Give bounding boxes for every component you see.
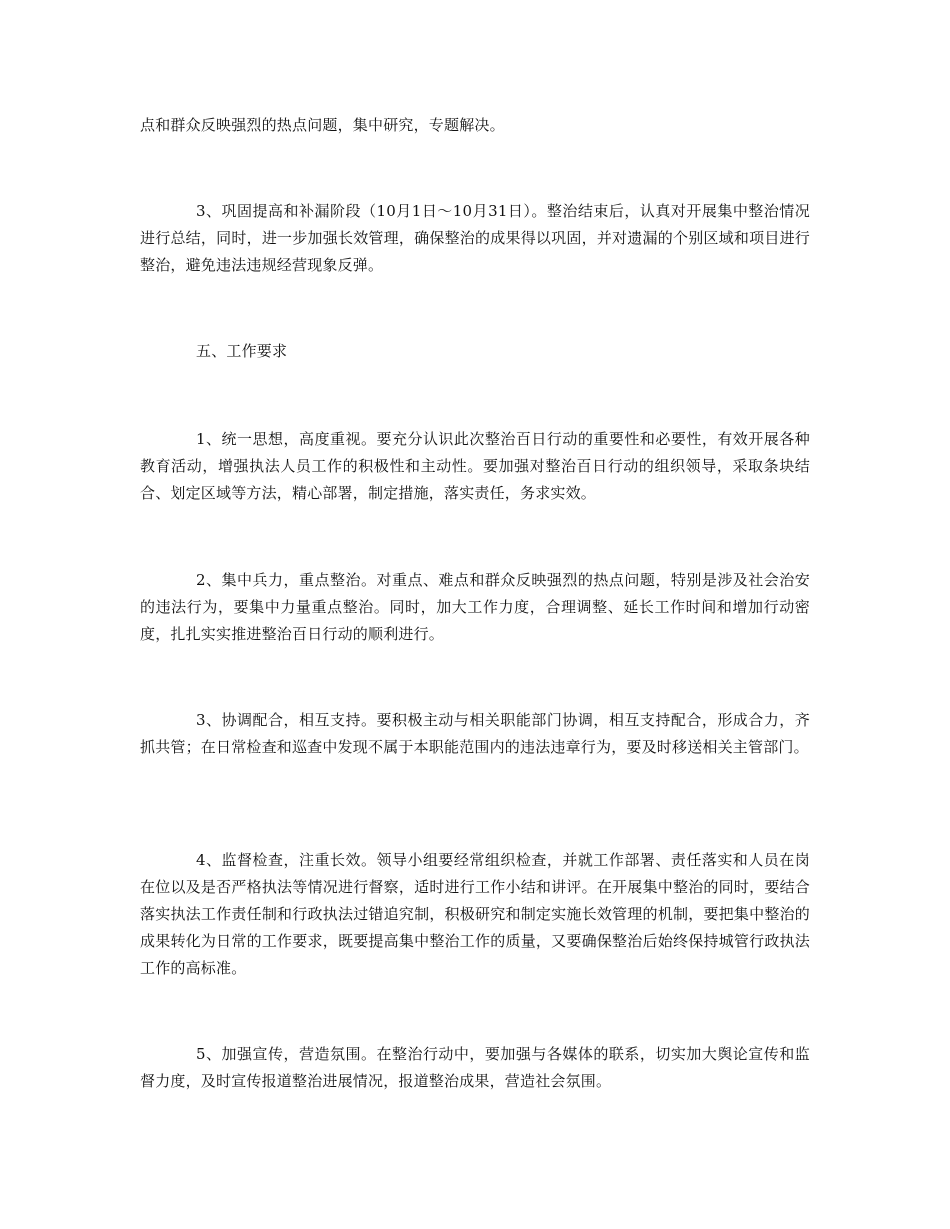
paragraph-requirement-1: 1、统一思想，高度重视。要充分认识此次整治百日行动的重要性和必要性，有效开展各种教育活动，增强执法人员工作的积极性和主动性。要加强对整治百日行动的组织领导，采取条块结合、划定区域等方法，精心部署，制定措施，落实责任，务求实效。 <box>140 430 810 502</box>
paragraph-continuation: 点和群众反映强烈的热点问题，集中研究，专题解决。 <box>140 116 505 134</box>
section-heading-work-requirements: 五、工作要求 <box>196 342 288 360</box>
paragraph-requirement-3: 3、协调配合，相互支持。要积极主动与相关职能部门协调，相互支持配合，形成合力，齐抓共管；在日常检查和巡查中发现不属于本职能范围内的违法违章行为，要及时移送相关主管部门。 <box>140 711 810 756</box>
paragraph-requirement-4: 4、监督检查，注重长效。领导小组要经常组织检查，并就工作部署、责任落实和人员在岗在位以及是否严格执法等情况进行督察，适时进行工作小结和讲评。在开展集中整治的同时，要结合落实执法工作责任制和行政执法过错追究制，积极研究和制定实施长效管理的机制，要把集中整治的成果转化为日常的工作要求，既要提高集中整治工作的质量，又要确保整治后始终保持城管行政执法工作的高标准。 <box>140 851 810 977</box>
paragraph-requirement-5: 5、加强宣传，营造氛围。在整治行动中，要加强与各媒体的联系，切实加大舆论宣传和监督力度，及时宣传报道整治进展情况，报道整治成果，营造社会氛围。 <box>140 1045 810 1090</box>
paragraph-requirement-2: 2、集中兵力，重点整治。对重点、难点和群众反映强烈的热点问题，特别是涉及社会治安的违法行为，要集中力量重点整治。同时，加大工作力度，合理调整、延长工作时间和增加行动密度，扎扎实实推进整治百日行动的顺利进行。 <box>140 571 810 643</box>
paragraph-phase-3: 3、巩固提高和补漏阶段（10月1日～10月31日）。整治结束后，认真对开展集中整治情况进行总结，同时，进一步加强长效管理，确保整治的成果得以巩固，并对遗漏的个别区域和项目进行整治，避免违法违规经营现象反弹。 <box>140 202 810 274</box>
